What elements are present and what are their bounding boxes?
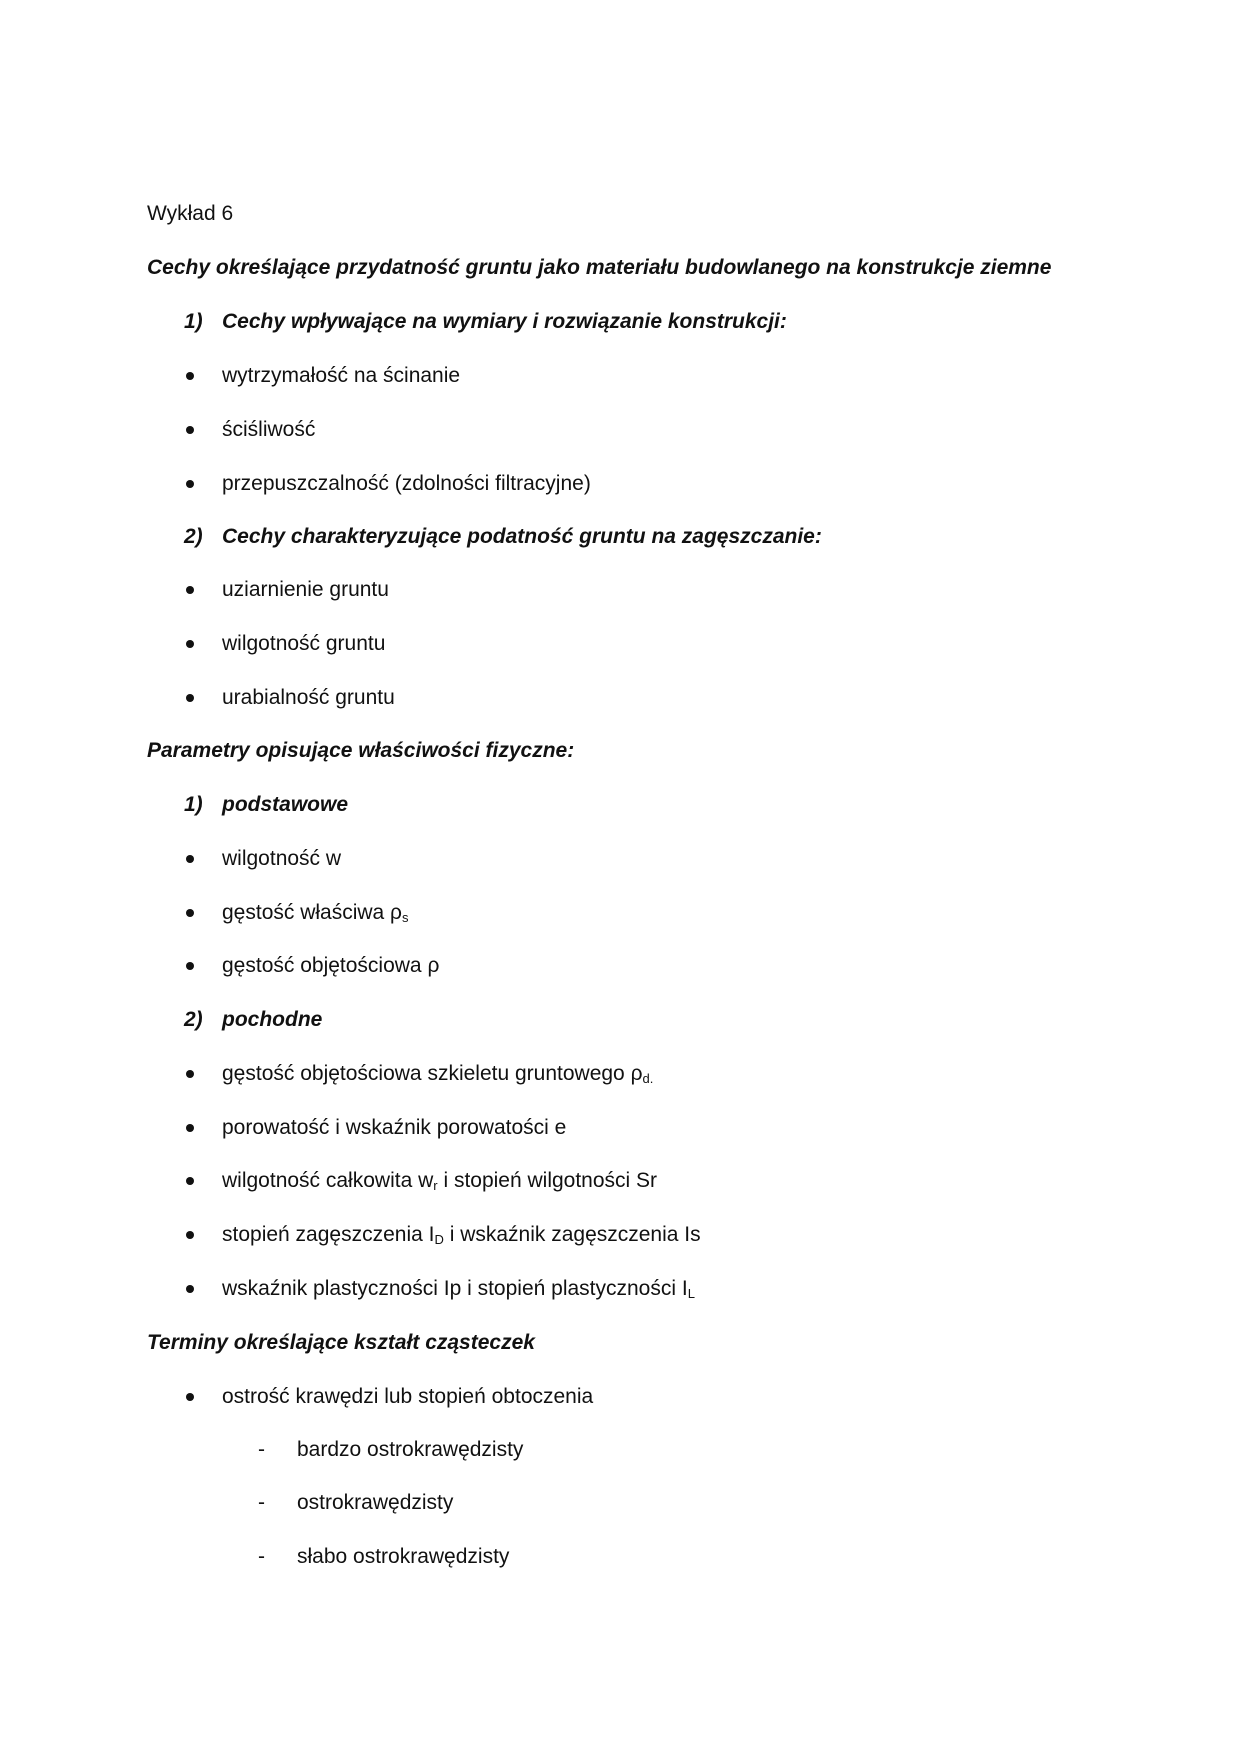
bullet-icon: [186, 909, 194, 917]
subscript: d.: [642, 1071, 654, 1086]
document-page: Wykład 6 Cechy określające przydatność gruntu jako materiału budowlanego na konstrukcje ziemne 1) Cechy wpływające na wymiary i rozwiązanie konstrukcji: wytrzymałość na ścinanie ściśliwość przepuszczalność (zdolności filtracyjne) 2) Cechy charakteryzujące podatność gruntu na zagęszczanie: uziarnienie gruntu wilgotność gruntu urabialność gruntu Parametry opisujące właściwości fizyczne: 1) podstawowe wilgotność w gęstość właściwa $\rho_s$ gęstość objętościowa ρ 2) pochodne gęstość objętościowa szkieletu gruntowego $\rho_{d.}$ porowatość i wskaźnik porowatości e wilgotność całkowita $w_r$ i stopień wilgotności Sr stopień zagęszczenia $I_D$ i wskaźnik zagęszczenia Is wskaźnik plastyczności Ip i stopień plastyczności $I_L$ Terminy określające kształt cząsteczek ostrość krawędzi lub stopień obtoczenia - bardzo ostrokrawędzisty - ostrokrawędzisty - słabo ostrokrawędzisty: [0, 0, 1240, 1754]
bullet-icon: [186, 1124, 194, 1132]
list-number: 1): [184, 310, 203, 333]
section-heading-particle-shape: Terminy określające kształt cząsteczek: [147, 1331, 535, 1354]
list-number: 1): [184, 793, 203, 816]
dash-marker: -: [258, 1491, 265, 1514]
bullet-icon: [186, 694, 194, 702]
bullet-icon: [186, 962, 194, 970]
list-number: 2): [184, 525, 203, 548]
bullet-icon: [186, 855, 194, 863]
numbered-heading-label: pochodne: [222, 1008, 323, 1031]
numbered-heading-label: podstawowe: [222, 793, 349, 816]
subscript: L: [687, 1286, 695, 1301]
section-heading-suitability: Cechy określające przydatność gruntu jako materiału budowlanego na konstrukcje ziemne: [147, 256, 1052, 279]
numbered-heading-label: Cechy wpływające na wymiary i rozwiązanie konstrukcji:: [222, 310, 787, 333]
page-title: Wykład 6: [147, 202, 234, 225]
numbered-heading-label: Cechy charakteryzujące podatność gruntu na zagęszczanie:: [222, 525, 822, 548]
subscript: D: [434, 1232, 444, 1247]
list-number: 2): [184, 1008, 203, 1031]
subscript: s: [402, 910, 409, 925]
bullet-icon: [186, 372, 194, 380]
section-heading-physical-parameters: Parametry opisujące właściwości fizyczne:: [147, 739, 575, 762]
subscript: r: [433, 1178, 438, 1193]
bullet-icon: [186, 1285, 194, 1293]
dash-marker: -: [258, 1545, 265, 1568]
bullet-icon: [186, 1177, 194, 1185]
bullet-icon: [186, 1070, 194, 1078]
bullet-icon: [186, 586, 194, 594]
bullet-icon: [186, 1231, 194, 1239]
bullet-icon: [186, 480, 194, 488]
bullet-icon: [186, 426, 194, 434]
bullet-icon: [186, 1393, 194, 1401]
dash-marker: -: [258, 1438, 265, 1461]
bullet-icon: [186, 640, 194, 648]
